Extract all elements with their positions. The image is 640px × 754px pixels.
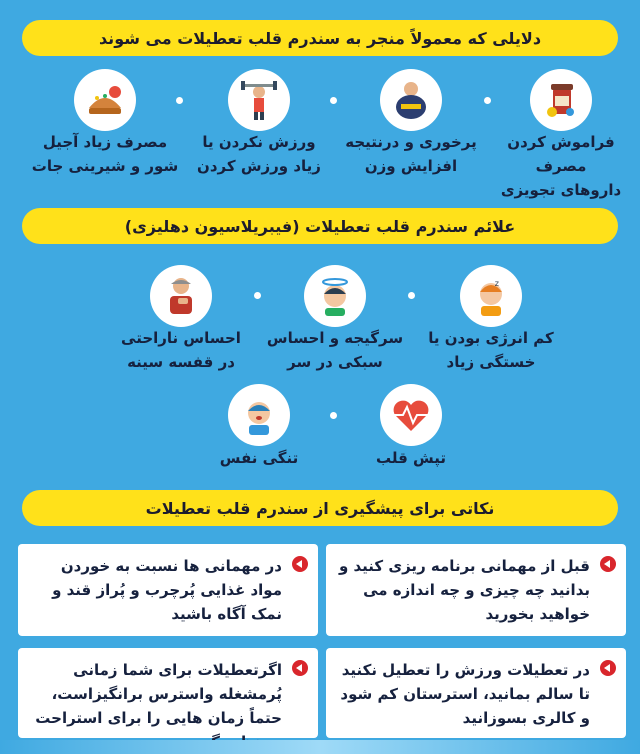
symptom-label: احساس ناراحتی در قفسه سینه bbox=[121, 329, 241, 371]
separator-dot bbox=[176, 97, 183, 104]
cause-label: مصرف زیاد آجیل شور و شیرینی جات bbox=[31, 133, 179, 175]
tired-person-icon bbox=[460, 265, 522, 327]
symptoms-title: علائم سندرم قلب تعطیلات (فیبریلاسیون دهلیزی) bbox=[124, 216, 516, 236]
tips-banner bbox=[22, 490, 618, 526]
dizzy-person-icon bbox=[304, 265, 366, 327]
tip-text: در مهمانی ها نسبت به خوردن مواد غذایی پُرچرب و پُراز قند و نمک آگاه باشید bbox=[52, 557, 282, 623]
symptom-label: کم انرژی بودن یا خستگی زیاد bbox=[428, 329, 554, 371]
symptoms-banner bbox=[22, 208, 618, 244]
tip-card bbox=[326, 544, 626, 636]
bottom-wave bbox=[0, 740, 640, 754]
tip-card bbox=[18, 648, 318, 738]
sweets-icon bbox=[74, 69, 136, 131]
heartbeat-icon bbox=[380, 384, 442, 446]
overweight-person-icon bbox=[380, 69, 442, 131]
tip-text: قبل از مهمانی برنامه ریزی کنید و بدانید چه چیزی و چه اندازه می خواهید بخورید bbox=[338, 557, 590, 623]
chest-pain-icon bbox=[150, 265, 212, 327]
tip-text: در تعطیلات ورزش را تعطیل نکنید تا سالم بمانید، استرستان کم شود و کالری بسوزانید bbox=[340, 661, 590, 727]
separator-dot bbox=[330, 97, 337, 104]
causes-title: دلایلی که معمولاً منجر به سندرم قلب تعطیلات می شوند bbox=[98, 28, 542, 48]
dumbbell-person-icon bbox=[228, 69, 290, 131]
tips-title: نکاتی برای پیشگیری از سندرم قلب تعطیلات bbox=[145, 498, 495, 518]
svg-text:z: z bbox=[494, 279, 499, 288]
separator-dot bbox=[254, 292, 261, 299]
separator-dot bbox=[330, 412, 337, 419]
arrow-bullet-icon bbox=[292, 660, 308, 676]
pill-bottle-icon bbox=[530, 69, 592, 131]
symptom-label: سرگیجه و احساس سبکی در سر bbox=[266, 329, 404, 371]
cause-label: ورزش نکردن یا زیاد ورزش کردن bbox=[197, 133, 321, 175]
tip-card bbox=[18, 544, 318, 636]
separator-dot bbox=[484, 97, 491, 104]
arrow-bullet-icon bbox=[600, 556, 616, 572]
tip-text: اگرتعطیلات برای شما زمانی پُرمشغله واسترس برانگیزاست، حتماً زمان هایی را برای استراحت bbox=[35, 661, 282, 727]
tip-card bbox=[326, 648, 626, 738]
symptom-label: تنگی نفس bbox=[219, 449, 299, 467]
cause-label: پرخوری و درنتیجه افزایش وزن bbox=[345, 133, 477, 175]
cause-label: فراموش کردن مصرف داروهای تجویزی bbox=[500, 133, 622, 199]
arrow-bullet-icon bbox=[600, 660, 616, 676]
breathless-icon bbox=[228, 384, 290, 446]
arrow-bullet-icon bbox=[292, 556, 308, 572]
separator-dot bbox=[408, 292, 415, 299]
symptom-label: تپش قلب bbox=[375, 449, 446, 467]
causes-banner bbox=[22, 20, 618, 56]
